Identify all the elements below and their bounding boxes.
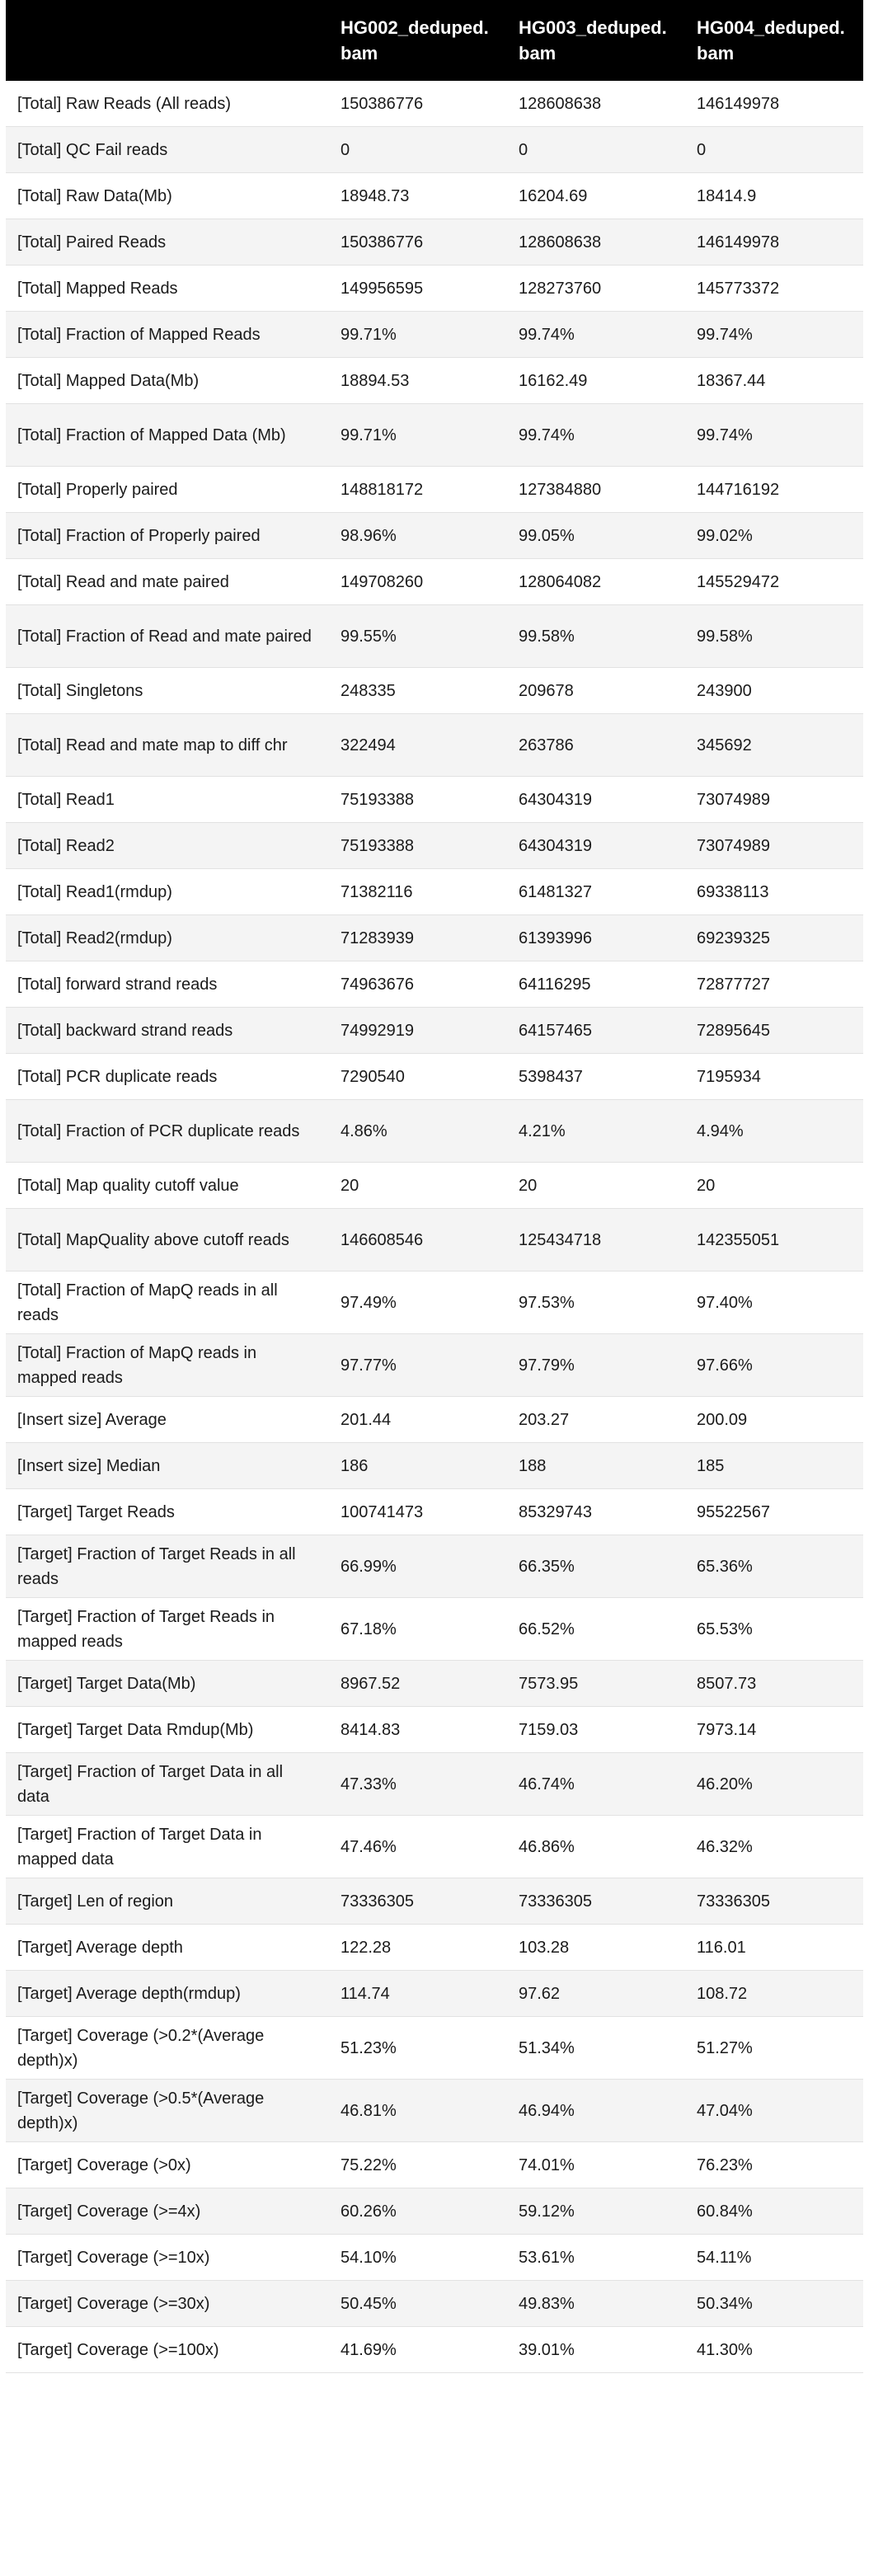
metric-label: [Target] Coverage (>=100x) (6, 2327, 329, 2373)
metric-value: 8507.73 (685, 1661, 863, 1707)
metric-value: 97.49% (329, 1272, 507, 1334)
table-row (6, 467, 863, 513)
metric-value: 51.27% (685, 2017, 863, 2080)
metric-value: 108.72 (685, 1971, 863, 2017)
metric-value: 150386776 (329, 81, 507, 127)
metric-value: 74.01% (507, 2142, 685, 2188)
metric-value: 209678 (507, 668, 685, 714)
metric-value: 5398437 (507, 1054, 685, 1100)
table-row (6, 1163, 863, 1209)
metric-label: [Target] Target Data(Mb) (6, 1661, 329, 1707)
metric-value: 47.46% (329, 1816, 507, 1878)
metric-value: 203.27 (507, 1397, 685, 1443)
metric-value: 49.83% (507, 2281, 685, 2327)
metric-value: 73336305 (507, 1878, 685, 1925)
metric-value: 64304319 (507, 777, 685, 823)
metric-value: 46.32% (685, 1816, 863, 1878)
metric-value: 85329743 (507, 1489, 685, 1535)
table-row (6, 915, 863, 961)
metric-value: 20 (329, 1163, 507, 1209)
metric-value: 67.18% (329, 1598, 507, 1661)
metric-label: [Total] Fraction of MapQ reads in all reads (6, 1272, 329, 1334)
metric-value: 99.71% (329, 404, 507, 467)
metric-value: 125434718 (507, 1209, 685, 1272)
metric-label: [Total] forward strand reads (6, 961, 329, 1008)
metric-value: 72877727 (685, 961, 863, 1008)
metric-label: [Target] Target Reads (6, 1489, 329, 1535)
metric-value: 95522567 (685, 1489, 863, 1535)
metric-value: 186 (329, 1443, 507, 1489)
table-row (6, 513, 863, 559)
metric-value: 73074989 (685, 823, 863, 869)
header-cell-sample: HG002_deduped.bam (329, 0, 507, 81)
metric-value: 75193388 (329, 823, 507, 869)
table-row (6, 961, 863, 1008)
metric-label: [Total] Fraction of Mapped Data (Mb) (6, 404, 329, 467)
metric-value: 69239325 (685, 915, 863, 961)
metric-value: 128608638 (507, 219, 685, 266)
metric-value: 99.05% (507, 513, 685, 559)
table-row (6, 127, 863, 173)
table-row (6, 1489, 863, 1535)
metric-value: 188 (507, 1443, 685, 1489)
metric-value: 16162.49 (507, 358, 685, 404)
table-row (6, 1100, 863, 1163)
table-row (6, 266, 863, 312)
metric-value: 60.84% (685, 2188, 863, 2235)
table-row (6, 2188, 863, 2235)
table-header (6, 0, 863, 81)
metric-value: 16204.69 (507, 173, 685, 219)
metric-value: 98.96% (329, 513, 507, 559)
metric-value: 60.26% (329, 2188, 507, 2235)
metric-value: 146149978 (685, 219, 863, 266)
metric-value: 73336305 (329, 1878, 507, 1925)
table-row (6, 1535, 863, 1598)
metric-value: 46.94% (507, 2080, 685, 2142)
metric-value: 201.44 (329, 1397, 507, 1443)
metric-value: 73336305 (685, 1878, 863, 1925)
table-row (6, 2235, 863, 2281)
metric-value: 128608638 (507, 81, 685, 127)
metric-value: 146149978 (685, 81, 863, 127)
metric-value: 20 (685, 1163, 863, 1209)
metric-value: 0 (507, 127, 685, 173)
table-row (6, 1598, 863, 1661)
metric-label: [Total] backward strand reads (6, 1008, 329, 1054)
metric-label: [Target] Coverage (>=30x) (6, 2281, 329, 2327)
metric-label: [Target] Coverage (>0x) (6, 2142, 329, 2188)
metric-value: 41.30% (685, 2327, 863, 2373)
metric-value: 7159.03 (507, 1707, 685, 1753)
metric-value: 66.99% (329, 1535, 507, 1598)
table-row (6, 1054, 863, 1100)
metric-value: 97.79% (507, 1334, 685, 1397)
metric-label: [Insert size] Average (6, 1397, 329, 1443)
metric-label: [Total] Properly paired (6, 467, 329, 513)
metric-value: 149708260 (329, 559, 507, 605)
metric-label: [Total] PCR duplicate reads (6, 1054, 329, 1100)
metric-value: 20 (507, 1163, 685, 1209)
metric-value: 65.36% (685, 1535, 863, 1598)
table-row (6, 823, 863, 869)
metric-label: [Total] Mapped Data(Mb) (6, 358, 329, 404)
metric-value: 128273760 (507, 266, 685, 312)
header-cell-sample: HG004_deduped.bam (685, 0, 863, 81)
metric-value: 71283939 (329, 915, 507, 961)
metric-value: 66.52% (507, 1598, 685, 1661)
table-row (6, 2080, 863, 2142)
metric-label: [Target] Coverage (>=10x) (6, 2235, 329, 2281)
metric-label: [Target] Coverage (>0.5*(Average depth)x) (6, 2080, 329, 2142)
metric-value: 97.53% (507, 1272, 685, 1334)
metric-label: [Target] Target Data Rmdup(Mb) (6, 1707, 329, 1753)
metric-label: [Total] Fraction of MapQ reads in mapped reads (6, 1334, 329, 1397)
metric-label: [Target] Coverage (>=4x) (6, 2188, 329, 2235)
metric-value: 145773372 (685, 266, 863, 312)
metric-value: 322494 (329, 714, 507, 777)
metric-label: [Total] Read2(rmdup) (6, 915, 329, 961)
metric-value: 50.34% (685, 2281, 863, 2327)
metric-value: 142355051 (685, 1209, 863, 1272)
metric-label: [Total] QC Fail reads (6, 127, 329, 173)
metric-label: [Total] Read1(rmdup) (6, 869, 329, 915)
metric-value: 61393996 (507, 915, 685, 961)
metric-label: [Target] Fraction of Target Reads in mapped reads (6, 1598, 329, 1661)
metric-label: [Target] Len of region (6, 1878, 329, 1925)
table-row (6, 1272, 863, 1334)
metric-value: 54.11% (685, 2235, 863, 2281)
metric-label: [Total] Paired Reads (6, 219, 329, 266)
metric-value: 345692 (685, 714, 863, 777)
metric-value: 7973.14 (685, 1707, 863, 1753)
metric-value: 99.58% (685, 605, 863, 668)
table-row (6, 358, 863, 404)
table-row (6, 1707, 863, 1753)
metric-value: 8967.52 (329, 1661, 507, 1707)
metric-value: 53.61% (507, 2235, 685, 2281)
metric-label: [Target] Average depth (6, 1925, 329, 1971)
metric-value: 46.81% (329, 2080, 507, 2142)
metric-label: [Total] Map quality cutoff value (6, 1163, 329, 1209)
metric-value: 150386776 (329, 219, 507, 266)
metric-label: [Total] Fraction of PCR duplicate reads (6, 1100, 329, 1163)
metric-value: 65.53% (685, 1598, 863, 1661)
table-row (6, 312, 863, 358)
metric-value: 99.71% (329, 312, 507, 358)
metric-label: [Total] Fraction of Read and mate paired (6, 605, 329, 668)
metric-value: 248335 (329, 668, 507, 714)
table-row (6, 559, 863, 605)
metric-label: [Total] Raw Data(Mb) (6, 173, 329, 219)
metric-value: 72895645 (685, 1008, 863, 1054)
metric-label: [Target] Coverage (>0.2*(Average depth)x) (6, 2017, 329, 2080)
metric-value: 103.28 (507, 1925, 685, 1971)
metric-value: 127384880 (507, 467, 685, 513)
metric-label: [Total] Read1 (6, 777, 329, 823)
metric-value: 149956595 (329, 266, 507, 312)
metric-value: 18414.9 (685, 173, 863, 219)
table-row (6, 173, 863, 219)
metric-value: 46.20% (685, 1753, 863, 1816)
table-row (6, 1443, 863, 1489)
metric-value: 64304319 (507, 823, 685, 869)
metric-value: 0 (329, 127, 507, 173)
table-row (6, 219, 863, 266)
table-row (6, 1209, 863, 1272)
table-row (6, 869, 863, 915)
metric-value: 76.23% (685, 2142, 863, 2188)
metric-value: 146608546 (329, 1209, 507, 1272)
metric-value: 99.74% (685, 312, 863, 358)
metric-value: 46.74% (507, 1753, 685, 1816)
metric-value: 8414.83 (329, 1707, 507, 1753)
metric-label: [Total] Singletons (6, 668, 329, 714)
metric-value: 46.86% (507, 1816, 685, 1878)
table-row (6, 1661, 863, 1707)
table-row (6, 714, 863, 777)
metric-value: 75.22% (329, 2142, 507, 2188)
metric-value: 128064082 (507, 559, 685, 605)
metric-value: 41.69% (329, 2327, 507, 2373)
header-cell-sample: HG003_deduped.bam (507, 0, 685, 81)
metric-value: 4.21% (507, 1100, 685, 1163)
metric-label: [Total] Read and mate paired (6, 559, 329, 605)
metric-value: 114.74 (329, 1971, 507, 2017)
table-row (6, 1816, 863, 1878)
metric-value: 116.01 (685, 1925, 863, 1971)
metric-value: 69338113 (685, 869, 863, 915)
metric-value: 97.62 (507, 1971, 685, 2017)
metric-value: 50.45% (329, 2281, 507, 2327)
metric-value: 97.40% (685, 1272, 863, 1334)
header-row (6, 0, 863, 81)
metric-value: 99.74% (507, 404, 685, 467)
metric-value: 18894.53 (329, 358, 507, 404)
metric-label: [Target] Average depth(rmdup) (6, 1971, 329, 2017)
metric-label: [Target] Fraction of Target Data in mapped data (6, 1816, 329, 1878)
metric-value: 148818172 (329, 467, 507, 513)
metric-value: 39.01% (507, 2327, 685, 2373)
metric-label: [Total] Raw Reads (All reads) (6, 81, 329, 127)
metric-value: 64116295 (507, 961, 685, 1008)
metric-value: 61481327 (507, 869, 685, 915)
metric-value: 51.23% (329, 2017, 507, 2080)
metric-value: 7573.95 (507, 1661, 685, 1707)
table-row (6, 1334, 863, 1397)
metric-value: 243900 (685, 668, 863, 714)
table-row (6, 777, 863, 823)
metric-value: 4.94% (685, 1100, 863, 1163)
metric-value: 75193388 (329, 777, 507, 823)
metric-value: 97.66% (685, 1334, 863, 1397)
table-row (6, 2281, 863, 2327)
metric-label: [Insert size] Median (6, 1443, 329, 1489)
table-row (6, 668, 863, 714)
metric-value: 64157465 (507, 1008, 685, 1054)
metric-value: 145529472 (685, 559, 863, 605)
metric-value: 100741473 (329, 1489, 507, 1535)
metric-value: 97.77% (329, 1334, 507, 1397)
metric-label: [Total] Read2 (6, 823, 329, 869)
metric-value: 66.35% (507, 1535, 685, 1598)
table-row (6, 2017, 863, 2080)
header-cell-label (6, 0, 329, 81)
metric-value: 200.09 (685, 1397, 863, 1443)
metric-value: 4.86% (329, 1100, 507, 1163)
metric-value: 51.34% (507, 2017, 685, 2080)
metric-value: 18367.44 (685, 358, 863, 404)
table-body (6, 81, 863, 2373)
table-row (6, 2142, 863, 2188)
metric-value: 185 (685, 1443, 863, 1489)
metric-value: 99.74% (685, 404, 863, 467)
table-row (6, 1753, 863, 1816)
metric-value: 263786 (507, 714, 685, 777)
table-row (6, 1397, 863, 1443)
metric-label: [Total] Read and mate map to diff chr (6, 714, 329, 777)
table-row (6, 81, 863, 127)
metric-value: 47.04% (685, 2080, 863, 2142)
metric-value: 99.74% (507, 312, 685, 358)
table-row (6, 605, 863, 668)
metric-value: 0 (685, 127, 863, 173)
metric-label: [Total] Fraction of Mapped Reads (6, 312, 329, 358)
metric-value: 47.33% (329, 1753, 507, 1816)
metric-value: 7195934 (685, 1054, 863, 1100)
metric-value: 18948.73 (329, 173, 507, 219)
metric-value: 144716192 (685, 467, 863, 513)
metric-label: [Total] MapQuality above cutoff reads (6, 1209, 329, 1272)
table-row (6, 1925, 863, 1971)
metric-label: [Target] Fraction of Target Data in all data (6, 1753, 329, 1816)
metric-value: 71382116 (329, 869, 507, 915)
table-row (6, 1008, 863, 1054)
metric-value: 99.55% (329, 605, 507, 668)
metric-label: [Total] Mapped Reads (6, 266, 329, 312)
metric-value: 54.10% (329, 2235, 507, 2281)
metric-value: 122.28 (329, 1925, 507, 1971)
stats-table (6, 0, 863, 2373)
table-row (6, 1878, 863, 1925)
metric-value: 59.12% (507, 2188, 685, 2235)
metric-value: 99.02% (685, 513, 863, 559)
table-row (6, 1971, 863, 2017)
metric-label: [Target] Fraction of Target Reads in all reads (6, 1535, 329, 1598)
table-row (6, 2327, 863, 2373)
table-row (6, 404, 863, 467)
metric-value: 73074989 (685, 777, 863, 823)
metric-value: 99.58% (507, 605, 685, 668)
metric-value: 7290540 (329, 1054, 507, 1100)
metric-value: 74992919 (329, 1008, 507, 1054)
metric-label: [Total] Fraction of Properly paired (6, 513, 329, 559)
metric-value: 74963676 (329, 961, 507, 1008)
